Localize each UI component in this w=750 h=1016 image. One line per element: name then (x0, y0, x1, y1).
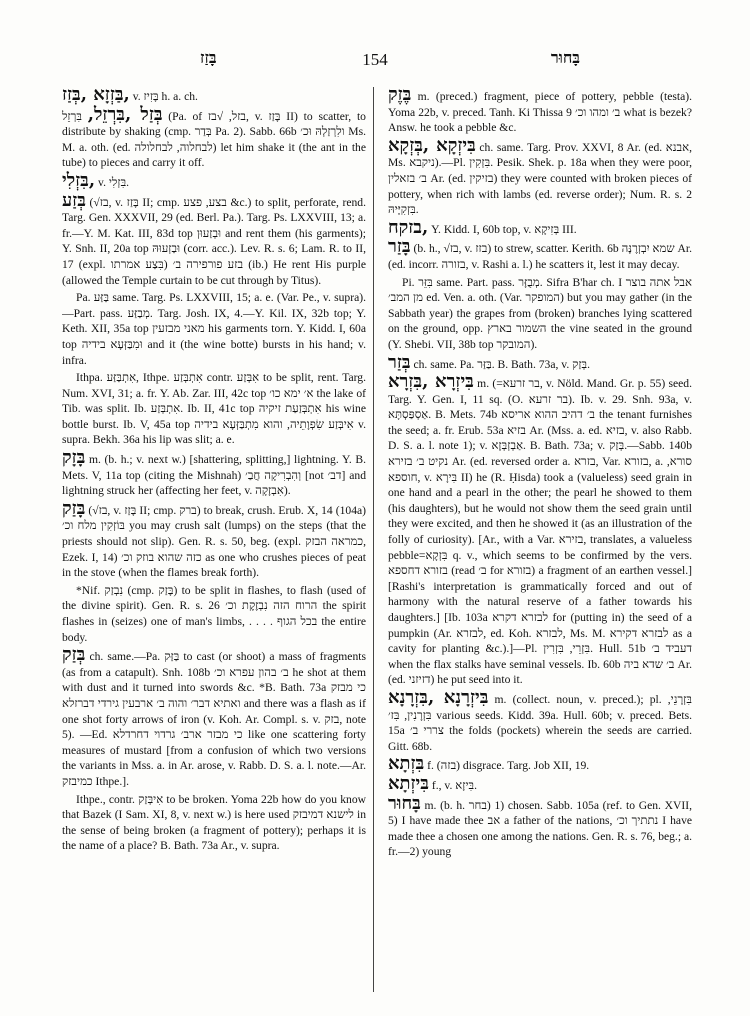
entry-text: m. (collect. noun, v. preced.); pl. בִּזְרָנֵי, בִּזְרָנִין, בִּז׳ various seeds. Kidd. 39a. Hull. 60b; v. preced. Bets. 15a צררי ב׳ the folds (pockets) wherein the seeds are carried. Gitt. 68b. (388, 692, 692, 753)
entry-text: ch. same. Pa. בַּזַּר. B. Bath. 73a, v. בְּזַק. (413, 357, 591, 371)
entry-text: m. (b. h. בחר) 1) chosen. Sabb. 105a (ref. to Gen. XVII, 5) I have made thee אב a father of the nations, נתתיך וכ׳ I have made thee a chosen one among the nations. Gen. R. s. 76, beg.; a. fr.—2) young (388, 798, 692, 859)
dictionary-entry (62, 583, 366, 645)
dictionary-entry (62, 370, 366, 448)
entry-text: m. (=בר זרעא, v. Nöld. Mand. Gr. p. 55) seed. Targ. Y. Gen. I, 11 sq. (O. בר זרעא). Ib. v. 29. Snh. 93a, v. אַסְפַּסְתָּא. B. Mets. 74b ב׳ דהיב ההוא אריסא the tenant furnishes the seed; a. fr. Erub. 53a בזיא Ar. (Mss. a. ed. בזיא, v. also Rabb. D. S. a. l. note 1); v. אַבְזְבְּזָא. B. Bath. 73a; v. בְּזַק.—Sabb. 140b נקיט ב׳ בזירא Ar. (ed. reversed order a. בזרא, Var. בזורא, a. סורא, חוספא, v. בִּירָא II) he (R. Ḥisda) took a (valueless) seed grain in one hand and a pearl in the other; the pearl he showed to them (his daughters), but he would not show them the seed grain until they were excited, and then he showed it (as an illustration of the folly of curiosity). [Ar., with a Var. בזירא, translates, a valueless pebble=בִּזְקָא q. v., which seems to be confirmed by the vers. בזורא דחספא (read ב׳ for בזורא) a fragment of an earthen vessel.] [Rashi's interpretation is grammatically forced and out of harmony with the natural reserve of a father towards his daughters.] [Ib. 103a לבזרא דקרא for (putting in) the seed of a pumpkin (Ar. לבזרא, ed. Koh. לבזרא, Ms. M. לבזרא דקירא as a cavity for planting &c.).]—Pl. בִּזְרֵי, בִּזְרִין. Hull. 51b דעביד ב׳ when the flax stalks have seminal vessels. Ib. 60b ב׳ שדא ביה Ar. (ed. דזיזני) he put seed into it. (388, 377, 692, 687)
entry-text: Pi. בִּזֵּר same. Part. pass. מְבֻזָּר. Sifra B'har ch. I אבל אתה בוצר מן המב׳ ed. Ven. a. oth. (Var. המופקר) but you may gather (in the Sabbath year) the grapes from (broken) branches lying scattered on the ground, opp. השמור בארץ the vine seated in the ground (Y. Shebi. VII, 38b top המובקר). (388, 275, 692, 351)
entry-text: (√בז, v. בָּזַז II; cmp. ברק) to break, crush. Erub. X, 14 (104a) בּוֹזְקִין מלח וכ׳ you may crush salt (lumps) on the steps (that the priests should not slip). Gen. R. s. 50, beg. (expl. כמראה הבזק, Ezek. I, 14) כזה שהוא בוזק וכ׳ as one who crushes pieces of peat in the stove (when the flames break forth). (62, 503, 366, 580)
dictionary-entry (388, 686, 692, 754)
column-divider (373, 87, 374, 992)
entry-headword: בִּזְלִי, (62, 169, 96, 191)
entry-text: m. (preced.) fragment, piece of pottery, pebble (testa). Yoma 22b, v. preced. Tanh. Ki Thissa 9 ב׳ ומהו וכ׳ what is bezek? Answ. he took a pebble &c. (388, 90, 692, 135)
entry-headword: בְּזַל ,בִּרְזֵל, (87, 103, 163, 125)
entry-headword: בְּזַק (62, 644, 86, 666)
entry-text: *Nif. נִבְזַק (cmp. בָּזַק) to be split in flashes, to flash (used of the divine spirit). Gen. R. s. 26 הרוח הזה נִבְזֶקֶת וכ׳ the spirit flashes in (seizes) one of man's limbs, . . . . בכל הגוף the entire body. (62, 583, 366, 644)
dictionary-entry (388, 216, 692, 238)
right-column (388, 87, 692, 992)
entry-text: Pa. בַּזַּע same. Targ. Ps. LXXVIII, 15; a. e. (Var. Pe., v. supra).—Part. pass. מְבַזַּע. Targ. Josh. IX, 4.—Y. Kil. IX, 32b top; Y. Keth. XII, 35a top מאני מבזעין his garments torn. Y. Kidd. I, 60a top וּמִבַּזְּעָא בידיה and it (the wine botte) bursts in his hand; v. infra. (62, 291, 366, 367)
entry-headword: בְּזַע (62, 189, 86, 211)
entry-headword: בָּזַק (62, 497, 86, 519)
dictionary-entry (62, 644, 366, 789)
entry-text: Y. Kidd. I, 60b top, v. בְּזִיקָא III. (431, 222, 577, 236)
dictionary-entry (62, 290, 366, 368)
dictionary-entry (388, 753, 692, 775)
entry-headword: בָּזָק (62, 447, 86, 469)
dictionary-entry (388, 772, 692, 794)
entry-text: v. בָּזִיז h. a. ch. (132, 90, 198, 103)
dictionary-entry (62, 87, 366, 105)
dictionary-entry (62, 792, 366, 854)
dictionary-entry (388, 87, 692, 136)
entry-text: ch. same.—Pa. בַּזַּק to cast (or shoot) a mass of fragments (as from a catapult). Snh. 108b ב׳ בהון עפרא וכ׳ he shot at them with dust and it turned into swords &c. *B. Bath. 73a כי מבזק ואתיא דבר׳ והוה ב׳ ארבעין גירדי דברזלא and there was a flash as if one shot forty arrows of iron (v. Koh. Ar. Compl. s. v. בזק, note 5). —Ed. כי מבזר ארב׳ גרדוי דחרדלא like one scattering forty measures of mustard [from a confusion of which two versions the variants in Mss. a. in Ar. arose, v. Rabb. D. S. a. l. note.—Ar. כמיבזק Ithpe.]. (62, 650, 366, 788)
entry-text: בִּרְזֵל (Pa. of בזל, √בז, v. בָּזַז II) to scatter, to distribute by shaking (cmp. בְּדַר Pa. 2). Sabb. 66b ולִרְזַלְהּ וּכ׳ Ms. M. a. oth. (ed. לבחלוה, לבחלולה) let him shake it (the ant in the tube) to pieces and carry it off. (62, 109, 366, 170)
dictionary-entry (388, 134, 692, 218)
entry-headword: בָּזַר (388, 236, 411, 258)
dictionary-entry (62, 447, 366, 499)
entry-headword: בִּיזְרָא ,בִּזְרָא (388, 371, 474, 393)
entry-text: f. (בזה) disgrace. Targ. Job XII, 19. (427, 759, 590, 773)
dictionary-entry (388, 236, 692, 272)
entry-text: ch. same. Targ. Prov. XXVI, 8 Ar. (ed. אבנא, Ms. ניקבא).—Pl. בִּזְקִין. Pesik. Shek. p. 18a when they were poor, ב׳ בזאלין Ar. (ed. בזיקין) they were counted with broken pieces of pottery, when rich with lambs (ed. reverse order); Num. R. s. 2 בִּזְקִיָּיהּ. (388, 140, 692, 217)
dictionary-entry (62, 103, 366, 171)
entry-text: (√בז, v. בָּזַז II; cmp. בצע, פצע &c.) to split, perforate, rend. Targ. Gen. XXXVII, 29 (ed. Berl. Pa.). Targ. Ps. LXXVIII, 13; a. fr.—Y. M. Kat. III, 83d top וּבְזַעוּן and rent them (his garments); Y. Snh. II, 20a top וּבַזְעוּהּ (corr. acc.). Lev. R. s. 6; Lam. R. to II, 17 (expl. בִּצַע אמרתו) בזע פורפירה ב׳ (ib.) He rent His purple (allowed the Temple curtain to be cut through by Titus). (62, 195, 366, 287)
entry-text: f., v. בִּיזָא. (431, 778, 477, 792)
entry-headword: בְּזַר (388, 351, 411, 373)
entry-headword: בִּיזְרָנָא ,בִּזְרָנָא (388, 686, 489, 708)
entry-headword: בִּיזְתָא (388, 772, 429, 794)
entry-text: v. בִּזְלִי. (98, 175, 130, 189)
dictionary-entry (388, 275, 692, 353)
entry-headword: בזקח, (388, 216, 429, 238)
left-catchword: בָּזַז (200, 50, 217, 67)
entry-headword: בִּיזְקָא ,בְּזְקָא (388, 134, 476, 156)
entry-text: m. (b. h.; v. next w.) [shattering, splitting,] lightning. Y. B. Mets. V, 11a top (citing the Mishnah) וְהִבְרִיקָה חֲבַ׳ [not דב׳] and lightning struck her (affecting her feet, v. אִבְזָקָה). (62, 453, 366, 498)
right-catchword: בָּחוּר (550, 50, 580, 67)
page-header (60, 50, 690, 76)
dictionary-entry (388, 792, 692, 860)
entry-headword: בַּזְזָא ,בְּזַז, (62, 87, 130, 105)
entry-headword: בִּזְתָא (388, 753, 425, 775)
entry-text: Ithpa. אִתְבַּזַּע, Ithpe. אִתְבְּזַע contr. אִבְּזַע to be split, rent. Targ. Num. XVI, 31; a. fr. Y. Ab. Zar. III, 42c top א׳ ימא כו׳ the lake of Tib. was split. Ib. אִתְבְּזַע. Ib. II, 41c top אִתְבְּזַעַת זיקיה his wine bottle burst. Ib. V, 45a top אִיבְּזַע שִׂפְוָתֵיה, והוא מִתְבַּזְּעָא בידיה v. supra. Bekh. 36a his lip was slit; a. e. (62, 371, 366, 447)
dictionary-entry (388, 371, 692, 688)
dictionary-entry (388, 351, 692, 373)
entry-headword: בֶּזֶק (388, 87, 412, 105)
dictionary-entry (62, 497, 366, 581)
left-column (62, 87, 366, 992)
page-number: 154 (362, 50, 388, 69)
entry-text: Ithpe., contr. אִיבְּזַק to be broken. Yoma 22b how do you know that Bazek (I Sam. XI, 8, v. next w.) is here used לישנא דמיבזק in the sense of being broken (a fragment of pottery); perhaps it is the name of a place? B. Bath. 73a Ar., v. supra. (62, 792, 366, 853)
entry-headword: בָּחוּר (388, 792, 421, 814)
dictionary-entry (62, 189, 366, 289)
entry-text: (b. h., √בז, v. בזז) to strew, scatter. Kerith. 6b שמא יִבְזְרֶנָּה Ar. (ed. incorr. בזורה, v. Rashi a. l.) he scatters it, lest it may decay. (388, 242, 692, 271)
dictionary-entry (62, 169, 366, 191)
